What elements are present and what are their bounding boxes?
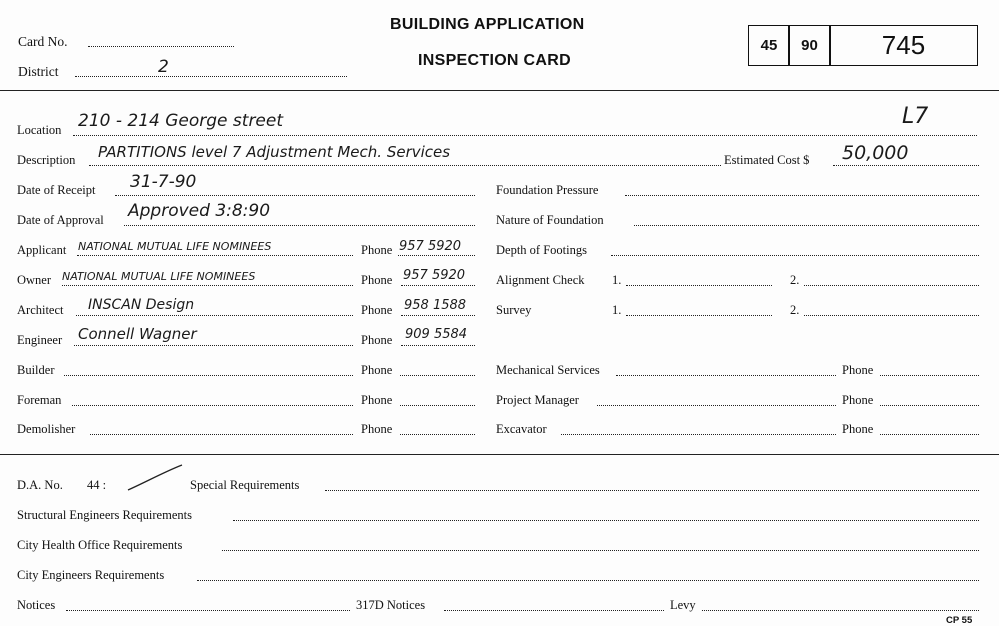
engineer-phone-line[interactable] [401,345,475,346]
architect-label: Architect [17,303,64,317]
builder-line[interactable] [64,375,353,376]
owner-label: Owner [17,273,52,287]
description-line[interactable] [89,165,721,166]
owner-phone-label: Phone [361,273,393,287]
notices-label: Notices [17,598,56,612]
notices-317d-label: 317D Notices [356,598,426,612]
builder-phone-label: Phone [361,363,393,377]
da-no-label: D.A. No. [17,478,63,492]
foreman-label: Foreman [17,393,62,407]
owner-value: NATIONAL MUTUAL LIFE NOMINEES [62,270,256,283]
city-engineers-line[interactable] [197,580,979,581]
builder-label: Builder [17,363,55,377]
engineer-label: Engineer [17,333,63,347]
engineer-value: Connell Wagner [78,325,197,343]
date-of-receipt-line[interactable] [115,195,475,196]
excavator-phone-label: Phone [842,422,874,436]
location-label: Location [17,123,62,137]
engineer-phone-label: Phone [361,333,393,347]
district-label: District [18,64,59,79]
demolisher-line[interactable] [90,434,353,435]
owner-phone-value: 957 5920 [403,268,466,283]
form-code: CP 55 [946,615,973,626]
foreman-phone-line[interactable] [400,405,475,406]
location-value: 210 - 214 George street [78,111,284,131]
special-requirements-line[interactable] [325,490,979,491]
survey-2-line[interactable] [804,315,979,316]
owner-phone-line[interactable] [401,285,475,286]
notices-317d-line[interactable] [444,610,664,611]
builder-phone-line[interactable] [400,375,475,376]
da-no-value: 44 : [87,478,107,492]
ref-box-month: 90 [788,25,831,66]
title-inspection-card: INSPECTION CARD [418,52,571,69]
alignment-check-1-label: 1. [612,273,622,287]
district-value: 2 [158,57,169,77]
date-of-approval-value: Approved 3:8:90 [128,201,271,221]
estimated-cost-label: Estimated Cost $ [724,153,810,167]
levy-label: Levy [670,598,696,612]
demolisher-phone-label: Phone [361,422,393,436]
special-requirements-label: Special Requirements [190,478,300,492]
structural-engineers-line[interactable] [233,520,979,521]
alignment-check-2-line[interactable] [804,285,979,286]
district-line[interactable] [75,76,347,77]
survey-1-label: 1. [612,303,622,317]
foreman-phone-label: Phone [361,393,393,407]
applicant-label: Applicant [17,243,67,257]
da-no-slash-mark [124,462,186,494]
description-label: Description [17,153,76,167]
notices-line[interactable] [66,610,350,611]
structural-engineers-label: Structural Engineers Requirements [17,508,192,522]
date-of-approval-label: Date of Approval [17,213,104,227]
applicant-phone-label: Phone [361,243,393,257]
mechanical-services-phone-line[interactable] [880,375,979,376]
applicant-line[interactable] [77,255,353,256]
project-manager-label: Project Manager [496,393,579,407]
card-no-line[interactable] [88,46,234,47]
card-no-label: Card No. [18,34,68,49]
owner-line[interactable] [62,285,353,286]
applicant-phone-line[interactable] [398,255,475,256]
architect-line[interactable] [76,315,353,316]
depth-of-footings-label: Depth of Footings [496,243,587,257]
city-health-label: City Health Office Requirements [17,538,183,552]
foundation-pressure-label: Foundation Pressure [496,183,599,197]
alignment-check-label: Alignment Check [496,273,585,287]
location-line[interactable] [73,135,977,136]
alignment-check-1-line[interactable] [626,285,772,286]
survey-2-label: 2. [790,303,800,317]
engineer-line[interactable] [74,345,353,346]
estimated-cost-value: 50,000 [842,142,909,164]
estimated-cost-line[interactable] [833,165,979,166]
location-reference: L7 [902,104,929,129]
architect-value: INSCAN Design [88,297,195,313]
ref-box-year: 45 [748,25,790,66]
nature-of-foundation-label: Nature of Foundation [496,213,604,227]
architect-phone-value: 958 1588 [404,298,467,313]
mechanical-services-line[interactable] [616,375,836,376]
survey-1-line[interactable] [626,315,772,316]
architect-phone-label: Phone [361,303,393,317]
excavator-label: Excavator [496,422,547,436]
date-of-approval-line[interactable] [124,225,475,226]
levy-line[interactable] [702,610,979,611]
date-of-receipt-value: 31-7-90 [130,172,197,192]
city-health-line[interactable] [222,550,979,551]
foundation-pressure-line[interactable] [625,195,979,196]
project-manager-line[interactable] [597,405,836,406]
project-manager-phone-line[interactable] [880,405,979,406]
engineer-phone-value: 909 5584 [405,327,468,342]
mechanical-services-phone-label: Phone [842,363,874,377]
excavator-phone-line[interactable] [880,434,979,435]
foreman-line[interactable] [72,405,353,406]
applicant-phone-value: 957 5920 [399,239,462,254]
title-building-application: BUILDING APPLICATION [390,16,585,33]
survey-label: Survey [496,303,532,317]
excavator-line[interactable] [561,434,836,435]
demolisher-label: Demolisher [17,422,76,436]
ref-box-card-number: 745 [829,25,978,66]
architect-phone-line[interactable] [401,315,475,316]
section-divider [0,454,999,455]
nature-of-foundation-line[interactable] [634,225,979,226]
applicant-value: NATIONAL MUTUAL LIFE NOMINEES [78,240,272,253]
demolisher-phone-line[interactable] [400,434,475,435]
description-value: PARTITIONS level 7 Adjustment Mech. Services [98,143,451,161]
project-manager-phone-label: Phone [842,393,874,407]
depth-of-footings-line[interactable] [611,255,979,256]
city-engineers-label: City Engineers Requirements [17,568,165,582]
header-divider [0,90,999,91]
alignment-check-2-label: 2. [790,273,800,287]
mechanical-services-label: Mechanical Services [496,363,600,377]
date-of-receipt-label: Date of Receipt [17,183,96,197]
